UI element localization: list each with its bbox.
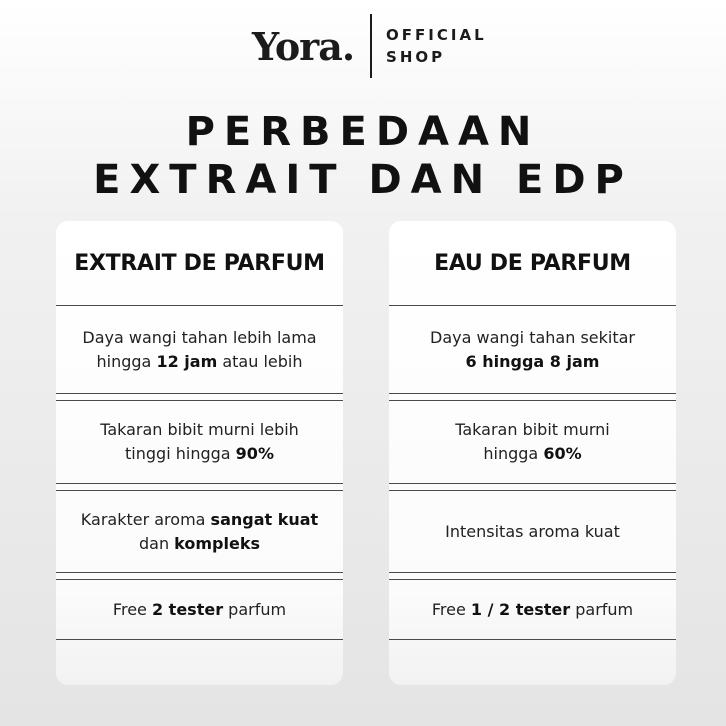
- divider: [56, 483, 343, 484]
- edp-row-tester: [389, 580, 676, 639]
- divider: [389, 639, 676, 640]
- row-text: [432, 598, 633, 622]
- row-text-segment: atau lebih: [217, 351, 303, 371]
- row-text: [100, 418, 299, 466]
- row-text: [430, 326, 635, 374]
- extrait-row-concentration: [56, 401, 343, 483]
- official-shop-label: [372, 24, 487, 68]
- row-text-segment: hingga: [96, 351, 157, 371]
- row-text-segment: parfum: [223, 599, 287, 619]
- row-text-segment: Takaran bibit murni: [455, 420, 610, 439]
- edp-card: [389, 221, 676, 685]
- emphasis-text: 90%: [235, 444, 274, 463]
- emphasis-text: kompleks: [174, 533, 260, 553]
- divider: [56, 639, 343, 640]
- divider: [56, 572, 343, 573]
- row-text: [455, 418, 610, 466]
- row-text: [445, 520, 620, 544]
- row-text-segment: Daya wangi tahan lebih lama: [82, 327, 317, 347]
- emphasis-text: 1 / 2 tester: [470, 599, 571, 619]
- row-text-segment: Karakter aroma: [80, 509, 211, 529]
- extrait-card-title: EXTRAIT DE PARFUM: [74, 250, 325, 276]
- edp-row-concentration: [389, 401, 676, 483]
- brand-header: [252, 14, 487, 78]
- title-line-2: EXTRAIT DAN EDP: [93, 157, 633, 203]
- divider: [389, 483, 676, 484]
- yora-logo: Yora.: [252, 23, 355, 69]
- emphasis-text: sangat kuat: [210, 509, 319, 529]
- row-text-segment: dan: [138, 533, 175, 553]
- row-text-segment: Takaran bibit murni lebih: [100, 420, 299, 439]
- extrait-row-aroma: [56, 491, 343, 572]
- row-text: [113, 598, 286, 622]
- shop-line-2: SHOP: [386, 48, 446, 66]
- emphasis-text: 6 hingga 8 jam: [465, 351, 600, 371]
- row-text-segment: hingga: [483, 444, 544, 463]
- row-text-segment: parfum: [570, 599, 634, 619]
- shop-line-1: OFFICIAL: [386, 26, 487, 44]
- extrait-row-longevity: [56, 306, 343, 393]
- emphasis-text: 2 tester: [151, 599, 224, 619]
- title-line-1: PERBEDAAN: [185, 109, 541, 155]
- divider: [389, 572, 676, 573]
- emphasis-text: 60%: [543, 444, 582, 463]
- row-text-segment: Intensitas aroma kuat: [445, 521, 620, 541]
- row-text-segment: Daya wangi tahan sekitar: [430, 327, 635, 347]
- edp-row-aroma: [389, 491, 676, 572]
- divider: [56, 393, 343, 394]
- row-text-segment: Free: [112, 599, 152, 619]
- row-text: [82, 326, 316, 374]
- row-text-segment: Free: [431, 599, 471, 619]
- row-text: [81, 508, 318, 556]
- extrait-row-tester: [56, 580, 343, 639]
- edp-card-title: EAU DE PARFUM: [434, 250, 631, 276]
- emphasis-text: 12 jam: [156, 351, 218, 371]
- row-text-segment: tinggi hingga: [125, 444, 236, 463]
- edp-row-longevity: [389, 306, 676, 393]
- page-title: [0, 108, 726, 204]
- extrait-card: [56, 221, 343, 685]
- divider: [389, 393, 676, 394]
